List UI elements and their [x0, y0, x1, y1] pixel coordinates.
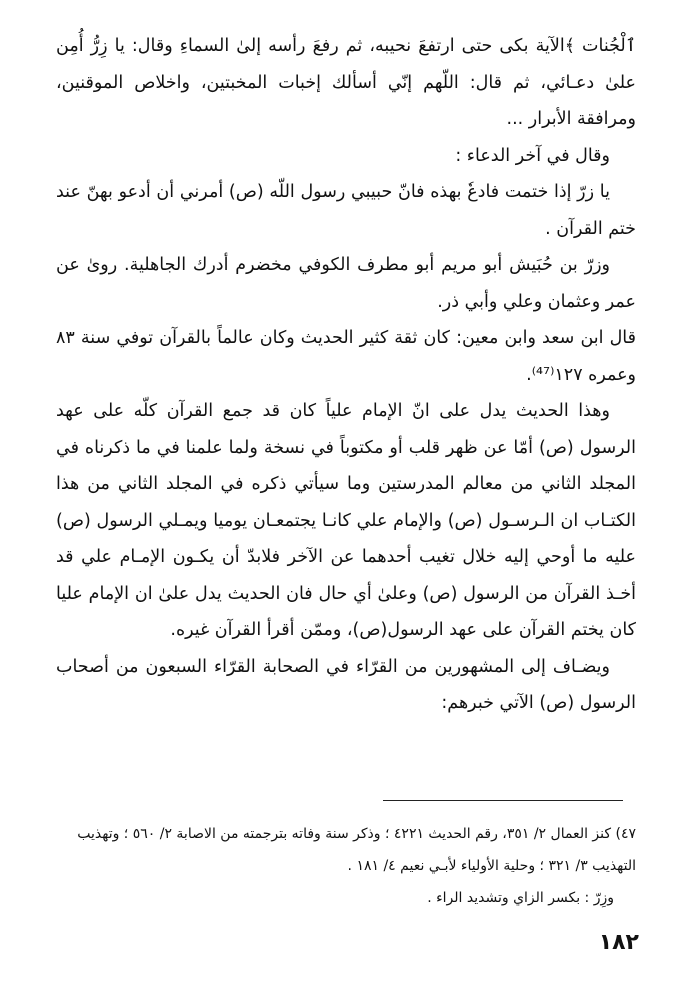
paragraph-3: يا زرّ إذا ختمت فادعٗ بهذه فانّ حبيبي رسول اللّه (ص) أمرني أن أدعو بهنّ عند ختم القرآن . [56, 182, 636, 239]
paragraph-1: ٱلْجُنات ﴾الآية بكى حتى ارتفعَ نحيبه، ثم رفعَ رأسه إلىٰ السماءِ وقال: يا زِرُّ أُمِن علىٰ دعـائي، ثم قال: اللّهم إنّي أسألك إخبات المخبتين، واخلاص الموقنين، ومرافقة الأبرار ... [56, 36, 636, 129]
page-number: ١٨٢ [598, 930, 639, 955]
footnote-note: وزِرّ : بكسر الزاي وتشديد الراء . [427, 890, 614, 906]
footnote-47: ٤٧) كنز العمال ٢/ ٣٥١، رقم الحديث ٤٢٢١ ؛ وذكر سنة وفاته بترجمته من الاصابة ٢/ ٥٦٠ ؛ وتهذيب التهذيب ٣/ ٣٢١ ؛ وحلية الأولياء لأبـي نعيم ٤/ ١٨١ . [77, 826, 636, 874]
main-text [56, 28, 636, 722]
footnotes [56, 818, 636, 914]
paragraph-5: قال ابن سعد وابن معين: كان ثقة كثير الحديث وكان عالماً بالقرآن توفي سنة ٨٣ وعمره ١٢٧⁽⁴⁷⁾. [56, 328, 636, 385]
paragraph-4: وزرّ بن حُبَيش أبو مريم أبو مطرف الكوفي مخضرم أدرك الجاهلية. روىٰ عن عمر وعثمان وعلي وأبي ذر. [56, 255, 636, 312]
paragraph-7: ويضـاف إلى المشهورين من القرّاء في الصحابة القرّاء السبعون من أصحاب الرسول (ص) الآتي خبرهم: [56, 656, 636, 713]
paragraph-2: وقال في آخر الدعاء : [455, 145, 610, 166]
paragraph-6: وهذا الحديث يدل على انّ الإمام علياً كان قد جمع القرآن كلّه على عهد الرسول (ص) أمّا عن ظهر قلب أو مكتوباً في نسخة ولما علمنا في ما ذكرناه في المجلد الثاني من معالم المدرستين وما سيأتي ذكره في المجلد الثاني من هذا الكتـاب ان الـرسـول (ص) والإمام علي كانـا يجتمعـان يوميا ويمـلي الرسول (ص) عليه ما أوحي إليه خلال تغيب أحدهما عن الآخر فلابدّ أن يكـون الإمـام علي قد أخـذ القرآن من الرسول (ص) وعلىٰ أي حال فان الحديث يدل علىٰ ان الإمام عليا كان يختم القرآن على عهد الرسول(ص)، وممّن أقرأ القرآن غيره. [56, 401, 636, 640]
footnote-separator [383, 800, 623, 801]
